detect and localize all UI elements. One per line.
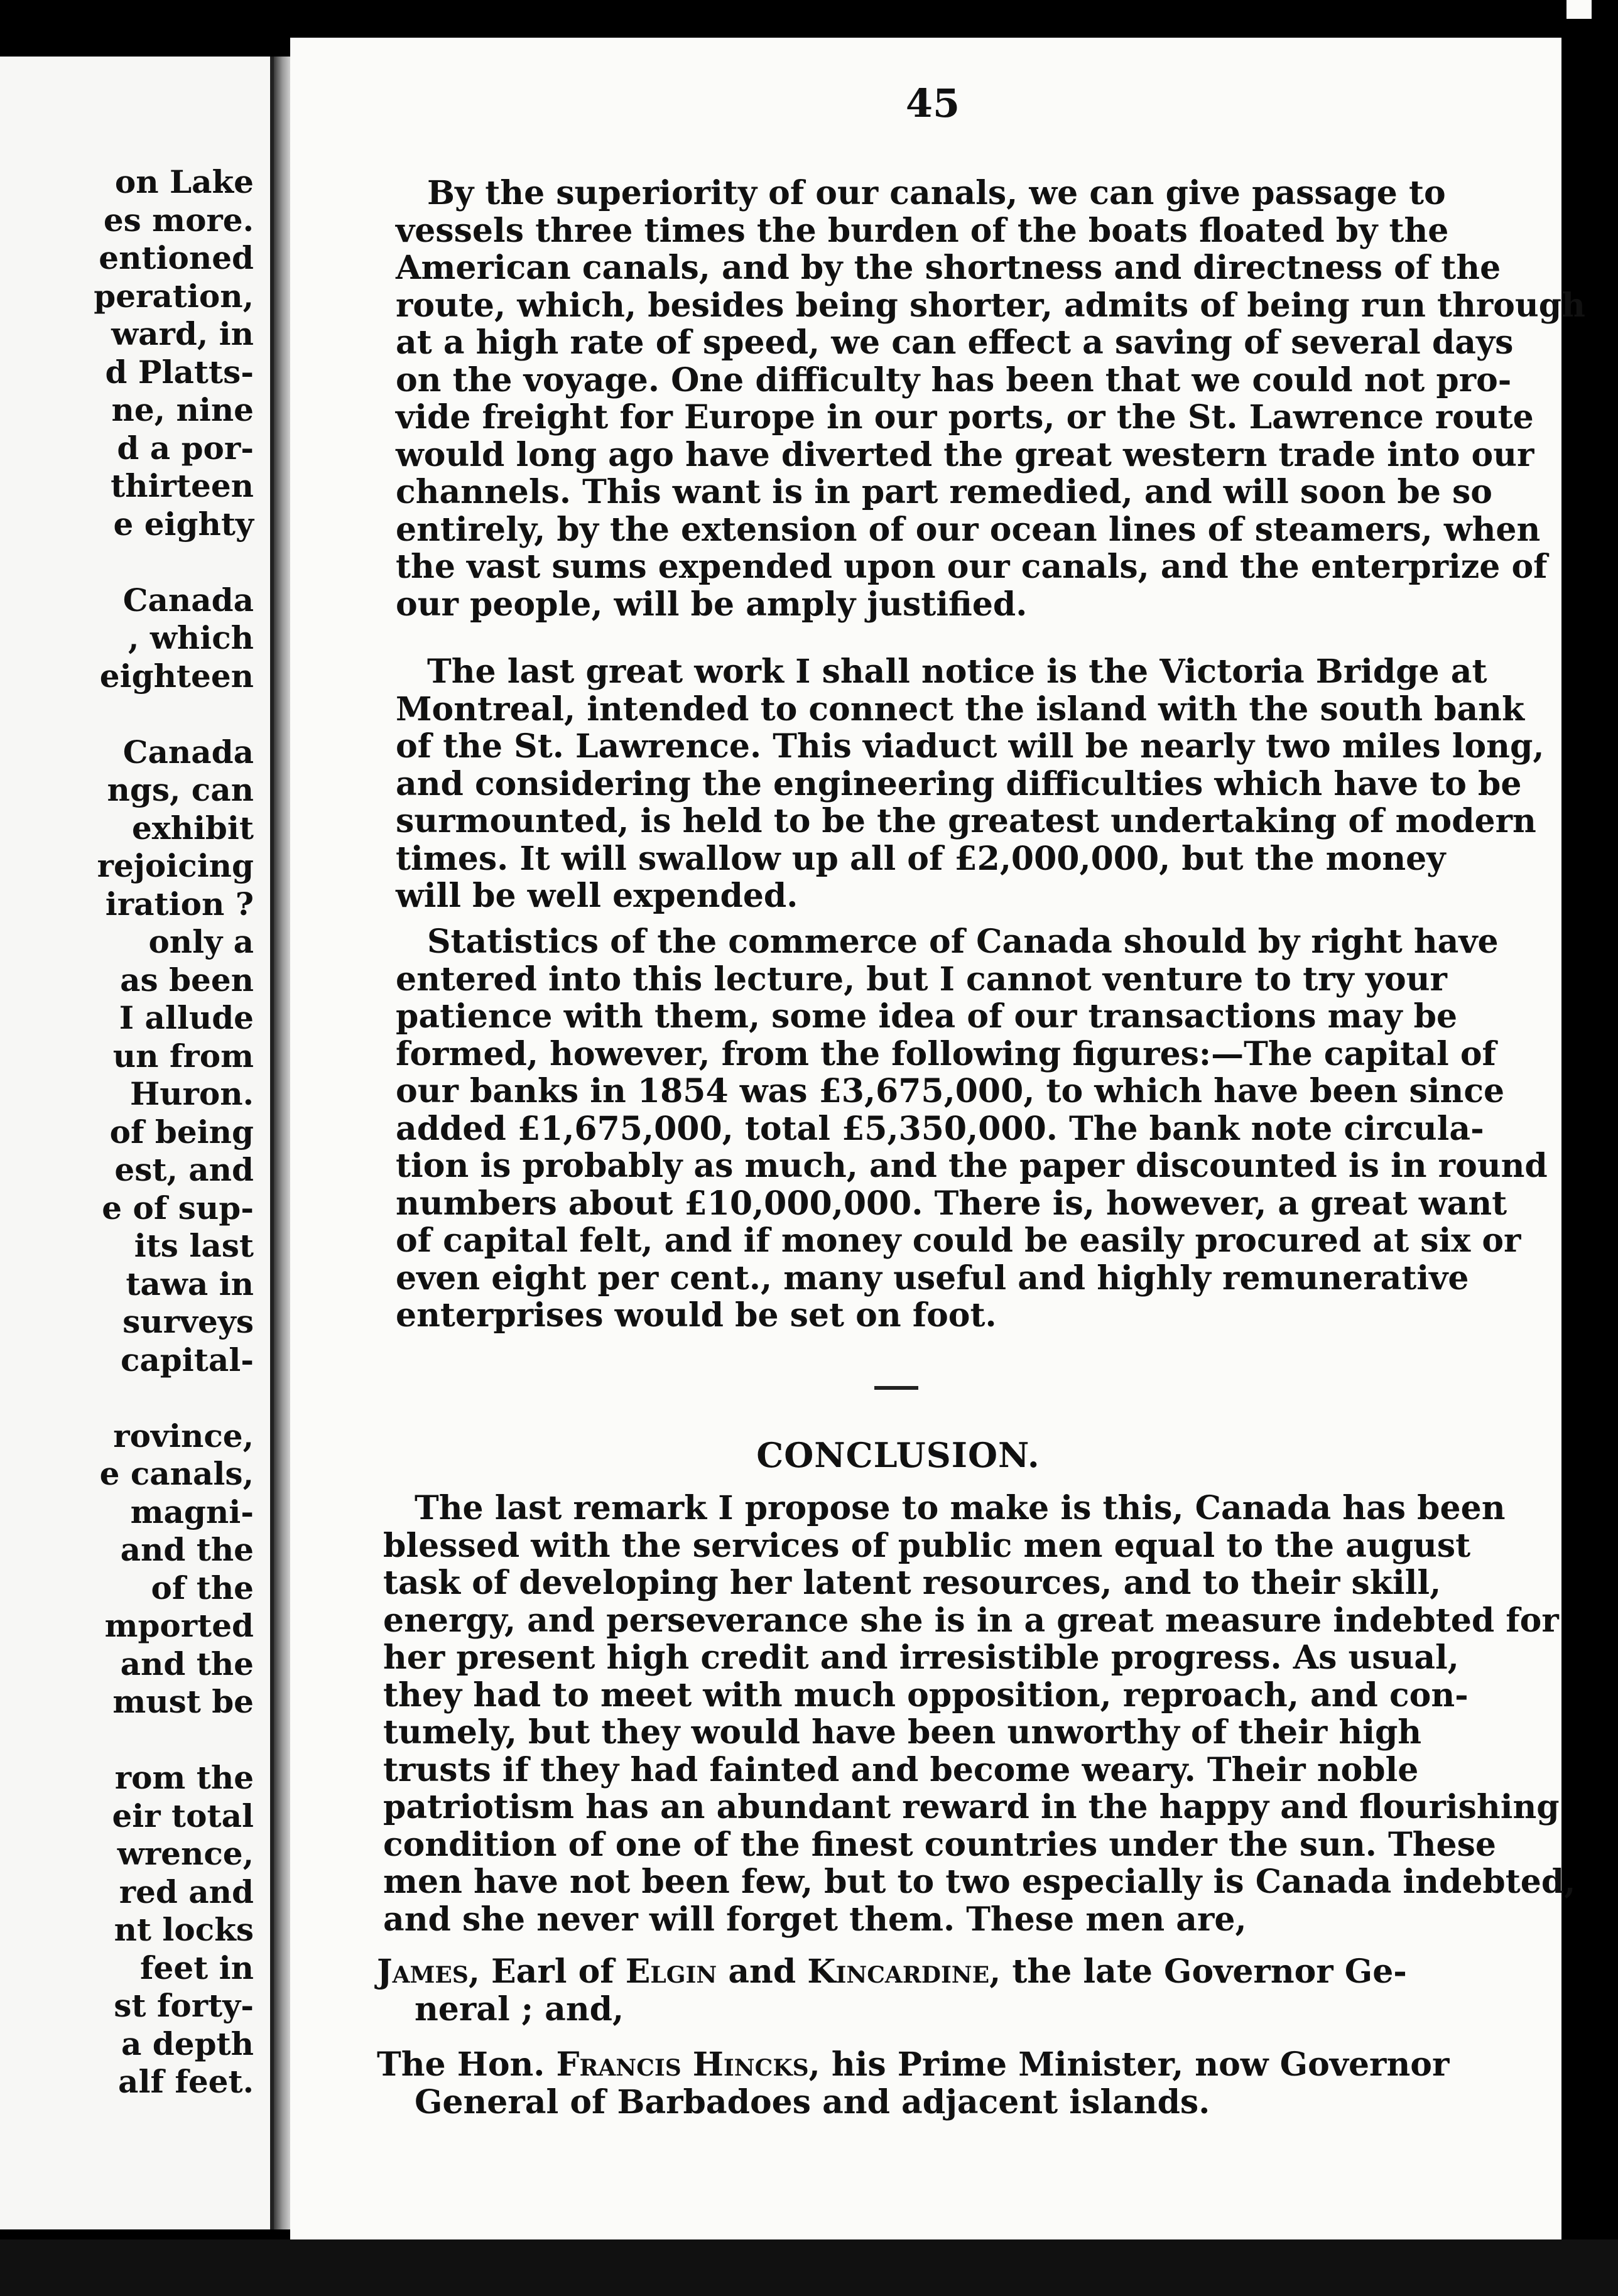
text-line: surmounted, is held to be the greatest undertaking of modern [396, 802, 1536, 840]
book-gutter [274, 57, 291, 2229]
facing-page-line: as been [120, 961, 254, 999]
facing-page-line: thirteen [111, 467, 254, 504]
paragraph-victoria-bridge [396, 653, 1545, 915]
facing-page-line: eighteen [99, 657, 254, 695]
facing-page-line: magni- [130, 1493, 254, 1530]
facing-page-line: iration ? [105, 885, 254, 923]
text-line: our banks in 1854 was £3,675,000, to which have been since [396, 1072, 1505, 1110]
text-line: channels. This want is in part remedied, and will soon be so [396, 473, 1492, 511]
hincks-text: , his Prime Minister, now Governor [808, 2045, 1450, 2084]
text-line: Montreal, intended to connect the island with the south bank [396, 690, 1525, 728]
text-line: they had to meet with much opposition, reproach, and con- [383, 1676, 1469, 1714]
facing-page-line: est, and [114, 1151, 254, 1188]
facing-page-line: ne, nine [111, 391, 254, 428]
text-line: enterprises would be set on foot. [396, 1296, 997, 1335]
text-line: and considering the engineering difficulties which have to be [396, 764, 1522, 803]
facing-page-text [3, 163, 254, 2101]
facing-page-line [3, 1721, 254, 1760]
facing-page-line: a depth [121, 2025, 254, 2062]
facing-page-line: d a por- [117, 429, 254, 467]
facing-page-line: wrence, [117, 1835, 254, 1872]
facing-page-line: eir total [112, 1797, 254, 1834]
text-line: American canals, and by the shortness and directness of the [396, 249, 1501, 287]
facing-page-line: , which [128, 619, 254, 656]
text-line: entirely, by the extension of our ocean lines of steamers, when [396, 510, 1541, 549]
text-line: formed, however, from the following figures:—The capital of [396, 1034, 1496, 1073]
facing-page-line: red and [119, 1873, 254, 1910]
text-line: numbers about £10,000,000. There is, however, a great want [396, 1184, 1507, 1223]
scan-border-bottom [0, 2239, 1618, 2296]
hincks-line-2: General of Barbadoes and adjacent islands. [415, 2083, 1210, 2121]
text-line: condition of one of the finest countries under the sun. These [383, 1825, 1496, 1864]
facing-page-line: rovince, [113, 1417, 254, 1454]
facing-page-line: feet in [140, 1949, 254, 1986]
facing-page-line: of being [109, 1113, 254, 1151]
facing-page-line: on Lake [114, 163, 254, 200]
elgin-text: , the late Governor Ge- [989, 1952, 1407, 1991]
facing-page-line: alf feet. [118, 2063, 254, 2100]
hincks-entry [377, 2045, 1450, 2121]
elgin-name-elgin: Elgin [625, 1952, 717, 1991]
text-line: route, which, besides being shorter, admits of being run through [396, 286, 1585, 325]
text-line: the vast sums expended upon our canals, and the enterprize of [396, 548, 1548, 586]
facing-page-line: e eighty [113, 505, 254, 543]
facing-page-line: e canals, [99, 1455, 254, 1492]
text-line: Statistics of the commerce of Canada should by right have [427, 923, 1499, 961]
text-line: vide freight for Europe in our ports, or the St. Lawrence route [396, 398, 1534, 436]
text-line: of the St. Lawrence. This viaduct will be nearly two miles long, [396, 727, 1545, 766]
facing-page-line: mported [104, 1607, 254, 1644]
corner-mark [1566, 0, 1592, 19]
facing-page-line: and the [120, 1645, 254, 1682]
facing-page-line: must be [112, 1683, 254, 1720]
text-line: men have not been few, but to two especially is Canada indebted, [383, 1863, 1576, 1901]
text-line: energy, and perseverance she is in a great measure indebted for [383, 1601, 1559, 1640]
facing-page-line [3, 695, 254, 734]
text-line: on the voyage. One difficulty has been that we could not pro- [396, 360, 1512, 399]
text-line: tumely, but they would have been unworthy of their high [383, 1713, 1422, 1752]
page-number: 45 [905, 80, 960, 126]
facing-page-line: ngs, can [107, 771, 254, 808]
text-line: her present high credit and irresistible progress. As usual, [383, 1638, 1459, 1677]
facing-page-line: st forty- [114, 1987, 254, 2024]
conclusion-heading: CONCLUSION. [756, 1435, 1040, 1475]
text-line: even eight per cent., many useful and highly remunerative [396, 1259, 1469, 1297]
facing-page-line: rom the [114, 1759, 254, 1796]
text-line: our people, will be amply justified. [396, 585, 1028, 624]
facing-page-line: and the [120, 1531, 254, 1568]
section-divider [874, 1386, 918, 1390]
elgin-text: , Earl of [468, 1952, 626, 1991]
facing-page-line: Canada [122, 581, 254, 619]
elgin-name-james: James [377, 1952, 469, 1991]
facing-page-line: d Platts- [105, 353, 254, 391]
paragraph-conclusion [383, 1489, 1576, 1939]
text-line: blessed with the services of public men equal to the august [383, 1526, 1471, 1565]
text-line: By the superiority of our canals, we can give passage to [427, 174, 1446, 212]
elgin-entry [377, 1953, 1413, 2028]
text-line: trusts if they had fainted and become weary. Their noble [383, 1750, 1419, 1789]
elgin-line-2: neral ; and, [415, 1990, 624, 2028]
facing-page-line: peration, [94, 277, 254, 315]
text-line: patience with them, some idea of our transactions may be [396, 997, 1458, 1036]
text-line: would long ago have diverted the great western trade into our [396, 435, 1534, 474]
facing-page-line: ward, in [111, 315, 254, 352]
text-line: will be well expended. [396, 877, 798, 915]
text-line: added £1,675,000, total £5,350,000. The bank note circula- [396, 1109, 1484, 1148]
facing-page-line [3, 1379, 254, 1417]
facing-page-fragment [0, 57, 274, 2229]
facing-page-line: es more. [103, 201, 254, 239]
facing-page-line: Canada [122, 733, 254, 771]
hincks-name: Francis Hincks [556, 2045, 809, 2084]
facing-page-line: entioned [99, 239, 254, 276]
text-line: at a high rate of speed, we can effect a saving of several days [396, 323, 1514, 362]
text-line: The last great work I shall notice is the Victoria Bridge at [427, 653, 1487, 691]
elgin-text: and [717, 1952, 808, 1991]
facing-page-line: Huron. [129, 1075, 254, 1112]
text-line: task of developing her latent resources, and to their skill, [383, 1564, 1442, 1602]
facing-page-line [3, 543, 254, 582]
text-line: and she never will forget them. These men are, [383, 1900, 1247, 1939]
hincks-prefix: The Hon. [377, 2045, 557, 2084]
text-line: patriotism has an abundant reward in the happy and flourishing [383, 1788, 1560, 1826]
text-line: tion is probably as much, and the paper discounted is in round [396, 1147, 1548, 1185]
facing-page-line: tawa in [126, 1265, 254, 1302]
facing-page-line: its last [134, 1227, 254, 1264]
facing-page-line: I allude [119, 999, 254, 1036]
facing-page-line: rejoicing [97, 847, 254, 884]
text-line: The last remark I propose to make is this, Canada has been [415, 1489, 1506, 1527]
text-line: of capital felt, and if money could be easily procured at six or [396, 1221, 1521, 1260]
facing-page-line: capital- [120, 1341, 254, 1378]
paragraph-commerce-statistics [396, 923, 1548, 1335]
facing-page-line: of the [151, 1569, 254, 1606]
facing-page-line: un from [112, 1037, 254, 1075]
facing-page-line: surveys [122, 1303, 254, 1340]
text-line: entered into this lecture, but I cannot venture to try your [396, 960, 1447, 999]
elgin-name-kincardine: Kincardine [807, 1952, 990, 1991]
paragraph-canals [396, 174, 1585, 624]
text-line: vessels three times the burden of the boats floated by the [396, 211, 1449, 250]
facing-page-line: only a [148, 923, 254, 960]
facing-page-line: exhibit [131, 809, 254, 847]
text-line: times. It will swallow up all of £2,000,000, but the money [396, 839, 1446, 878]
facing-page-line: nt locks [114, 1911, 254, 1948]
facing-page-line: e of sup- [102, 1189, 254, 1227]
